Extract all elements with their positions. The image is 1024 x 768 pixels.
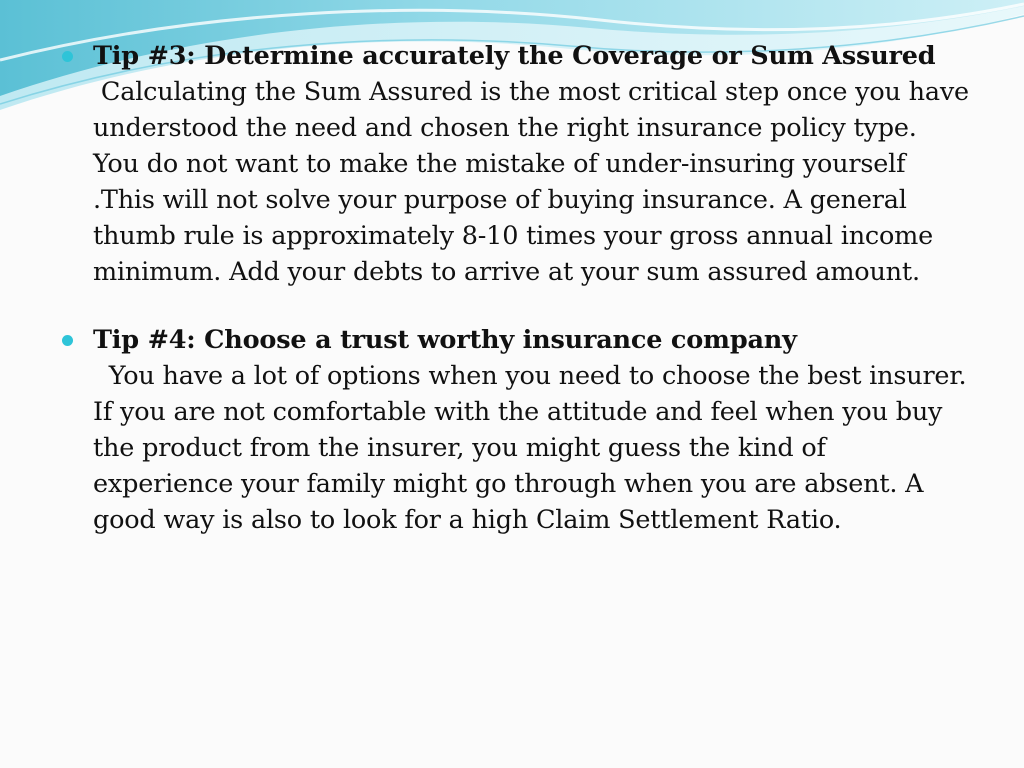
tip-4-line-5: good way is also to look for a high Claim Settlement Ratio. [93, 505, 842, 535]
tip-4-body [93, 358, 992, 538]
tip-4-line-4: experience your family might go through when you are absent. A [93, 469, 924, 499]
tip-3-line-5: thumb rule is approximately 8-10 times your gross annual income [93, 221, 934, 251]
tip-3-line-2: understood the need and chosen the right insurance policy type. [93, 113, 917, 143]
tip-3-line-1: Calculating the Sum Assured is the most critical step once you have [93, 77, 969, 107]
tip-4-title: Tip #4: Choose a trust worthy insurance company [93, 325, 797, 355]
slide-content [62, 38, 992, 538]
tip-3-body [93, 74, 992, 290]
tip-3-line-6: minimum. Add your debts to arrive at your sum assured amount. [93, 257, 920, 287]
tip-3-line-3: You do not want to make the mistake of under-insuring yourself [93, 149, 906, 179]
bullet-icon [62, 51, 73, 62]
tip-4-line-2: If you are not comfortable with the attitude and feel when you buy [93, 397, 943, 427]
tip-4-line-3: the product from the insurer, you might guess the kind of [93, 433, 826, 463]
tip-4-line-1: You have a lot of options when you need to choose the best insurer. [93, 361, 967, 391]
tip-3-title: Tip #3: Determine accurately the Coverage or Sum Assured [93, 41, 936, 71]
tip-4 [62, 322, 992, 538]
bullet-icon [62, 335, 73, 346]
tip-3-line-4: .This will not solve your purpose of buying insurance. A general [93, 185, 907, 215]
tip-3 [62, 38, 992, 290]
